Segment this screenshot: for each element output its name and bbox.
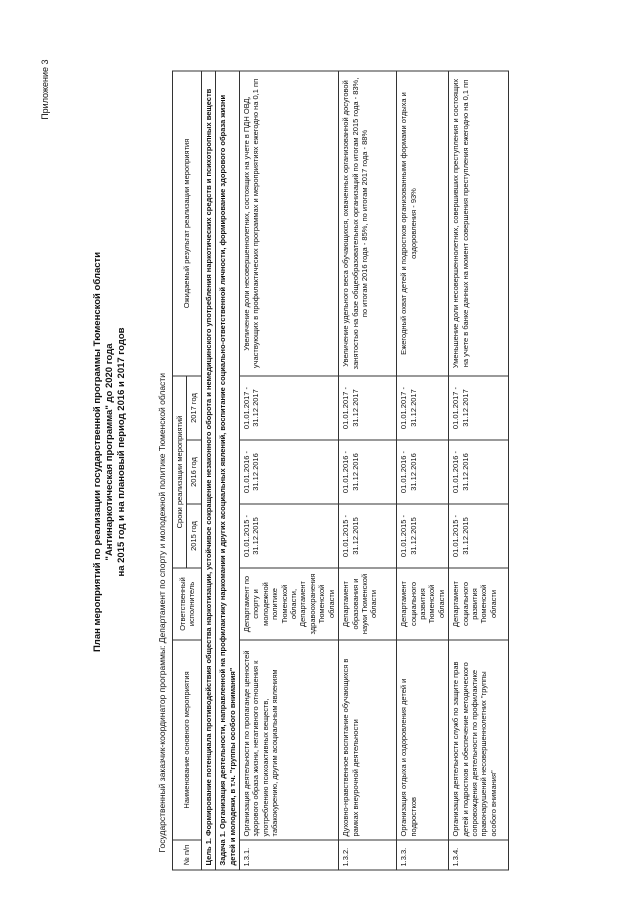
table-row <box>449 71 509 870</box>
row-num: 1.3.2. <box>339 840 397 870</box>
row-period-2017: 01.01.2017 - 31.12.2017 <box>449 376 509 440</box>
header-num: № п/п <box>173 840 202 870</box>
table-row <box>339 71 397 870</box>
row-period-2015: 01.01.2015 - 31.12.2015 <box>240 504 339 568</box>
task-row: Задача 1. Организация деятельности, направленной на профилактику наркомании и других асоциальных явлений, воспитание социально-ответственной личности, формирование здорового образа жизни детей и молодежи, в т.ч. "группы особого внимания" <box>216 71 240 870</box>
row-num: 1.3.1. <box>240 840 339 870</box>
table-row <box>397 71 449 870</box>
row-name: Организация отдыха и оздоровления детей и подростков <box>397 640 449 840</box>
row-period-2016: 01.01.2016 - 31.12.2016 <box>240 440 339 504</box>
row-num: 1.3.4. <box>449 840 509 870</box>
header-2015: 2015 год <box>187 504 201 568</box>
title-line-2: "Антинаркотическая программа" до 2020 года <box>104 343 115 561</box>
header-period: Сроки реализации мероприятий <box>173 376 187 568</box>
appendix-label: Приложение 3 <box>40 59 50 120</box>
row-executor: Департамент образования и науки Тюменской области <box>339 568 397 640</box>
row-executor: Департамент социального развития Тюменской области <box>449 568 509 640</box>
row-period-2015: 01.01.2015 - 31.12.2015 <box>339 504 397 568</box>
row-result: Увеличение доли несовершеннолетних, состоящих на учете в ПДН ОВД, участвующих в профилактических программах и мероприятиях ежегодно на 0,1 пп <box>240 71 339 376</box>
row-period-2017: 01.01.2017 - 31.12.2017 <box>339 376 397 440</box>
row-period-2016: 01.01.2016 - 31.12.2016 <box>449 440 509 504</box>
header-2016: 2016 год <box>187 440 201 504</box>
row-result: Увеличение удельного веса обучающихся, охваченных организованной досуговой занятостью на базе общеобразовательных организаций по итогам 2015 года - 83%, по итогам 2016 года - 85%, по итогам 2017 года - 88% <box>339 71 397 376</box>
title-line-1: План мероприятий по реализации государственной программы Тюменской области <box>92 251 103 653</box>
row-period-2015: 01.01.2015 - 31.12.2015 <box>397 504 449 568</box>
row-executor: Департамент социального развития Тюменской области <box>397 568 449 640</box>
header-name: Наименование основного мероприятия <box>173 640 202 840</box>
row-period-2016: 01.01.2016 - 31.12.2016 <box>339 440 397 504</box>
row-result: Уменьшение доли несовершеннолетних, совершивших преступления и состоящих на учете в банке данных на момент совершения преступления ежегодно на 0,1 пп <box>449 71 509 376</box>
table-row <box>240 71 339 870</box>
page-title <box>92 0 128 905</box>
plan-table <box>172 71 509 871</box>
title-line-3: на 2015 год и на плановый период 2016 и 2017 годов <box>116 327 127 577</box>
row-period-2017: 01.01.2017 - 31.12.2017 <box>397 376 449 440</box>
header-executor: Ответственный исполнитель <box>173 568 202 640</box>
customer-line: Государственный заказчик-координатор программы: Департамент по спорту и молодежной политике Тюменской области <box>157 373 167 853</box>
row-period-2017: 01.01.2017 - 31.12.2017 <box>240 376 339 440</box>
header-2017: 2017 год <box>187 376 201 440</box>
row-result: Ежегодный охват детей и подростков организованными формами отдыха и оздоровления - 93% <box>397 71 449 376</box>
row-period-2015: 01.01.2015 - 31.12.2015 <box>449 504 509 568</box>
row-executor: Департамент по спорту и молодежной политике Тюменской области, Департамент здравоохранения Тюменской области <box>240 568 339 640</box>
row-name: Организация деятельности по пропаганде ценностей здорового образа жизни, негативного отношения к употреблению психоактивных веществ, табакокурению, другим асоциальным явлениям <box>240 640 339 840</box>
goal-row: Цель 1. Формирование потенциала противодействия общества наркотизации, устойчивое сокращение незаконного оборота и немедицинского употребления наркотических средств и психотропных веществ <box>201 71 215 870</box>
row-name: Духовно-нравственное воспитание обучающихся в рамках внеурочной деятельности <box>339 640 397 840</box>
row-name: Организация деятельности служб по защите прав детей и подростков и обеспечение методического сопровождения деятельности по профилактике правонарушений несовершеннолетних "группы особого внимания" <box>449 640 509 840</box>
row-num: 1.3.3. <box>397 840 449 870</box>
row-period-2016: 01.01.2016 - 31.12.2016 <box>397 440 449 504</box>
header-result: Ожидаемый результат реализации мероприятия <box>173 71 202 376</box>
